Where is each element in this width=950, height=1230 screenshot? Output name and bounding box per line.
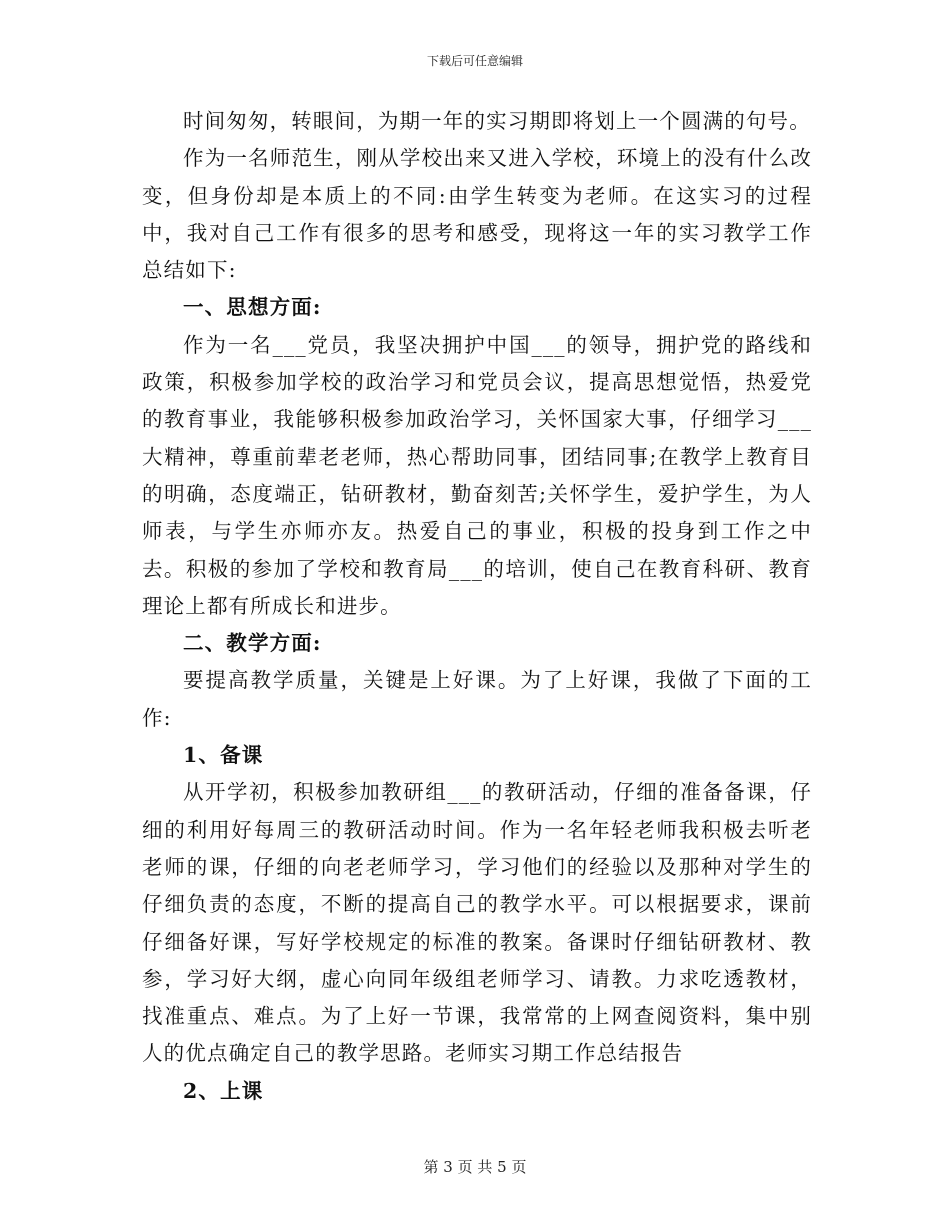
document-body <box>142 103 812 1110</box>
page-footer: 第 3 页 共 5 页 <box>423 1158 527 1176</box>
subsection-heading-class: 2、上课 <box>183 1078 264 1103</box>
section-paragraph-ideology: 作为一名___党员，我坚决拥护中国___的领导，拥护党的路线和政策，积极参加学校的政治学习和党员会议，提高思想觉悟，热爱党的教育事业，我能够积极参加政治学习，关怀国家大事，仔细学习___大精神，尊重前辈老老师，热心帮助同事，团结同事;在教学上教育目的明确，态度端正，钻研教材，勤奋刻苦;关怀学生，爱护学生，为人师表，与学生亦师亦友。热爱自己的事业，积极的投身到工作之中去。积极的参加了学校和教育局___的培训，使自己在教育科研、教育理论上都有所成长和进步。 <box>142 332 812 618</box>
section-paragraph-teaching: 要提高教学质量，关键是上好课。为了上好课，我做了下面的工作: <box>142 668 812 730</box>
subsection-paragraph-lesson-prep: 从开学初，积极参加教研组___的教研活动，仔细的准备备课，仔细的利用好每周三的教研活动时间。作为一名年轻老师我积极去听老老师的课，仔细的向老老师学习，学习他们的经验以及那种对学生的仔细负责的态度，不断的提高自己的教学水平。可以根据要求，课前仔细备好课，写好学校规定的标准的教案。备课时仔细钻研教材、教参，学习好大纲，虚心向同年级组老师学习、请教。力求吃透教材，找准重点、难点。为了上好一节课，我常常的上网查阅资料，集中别人的优点确定自己的教学思路。老师实习期工作总结报告 <box>142 780 812 1066</box>
intro-paragraph-1: 时间匆匆，转眼间，为期一年的实习期即将划上一个圆满的句号。 <box>183 109 811 133</box>
section-heading-teaching: 二、教学方面: <box>183 631 322 656</box>
section-heading-ideology: 一、思想方面: <box>183 295 322 320</box>
subsection-heading-lesson-prep: 1、备课 <box>183 743 264 768</box>
page-header-note: 下载后可任意编辑 <box>426 54 523 68</box>
intro-paragraph-2: 作为一名师范生，刚从学校出来又进入学校，环境上的没有什么改变，但身份却是本质上的不同:由学生转变为老师。在这实习的过程中，我对自己工作有很多的思考和感受，现将这一年的实习教学工作总结如下: <box>142 146 812 283</box>
